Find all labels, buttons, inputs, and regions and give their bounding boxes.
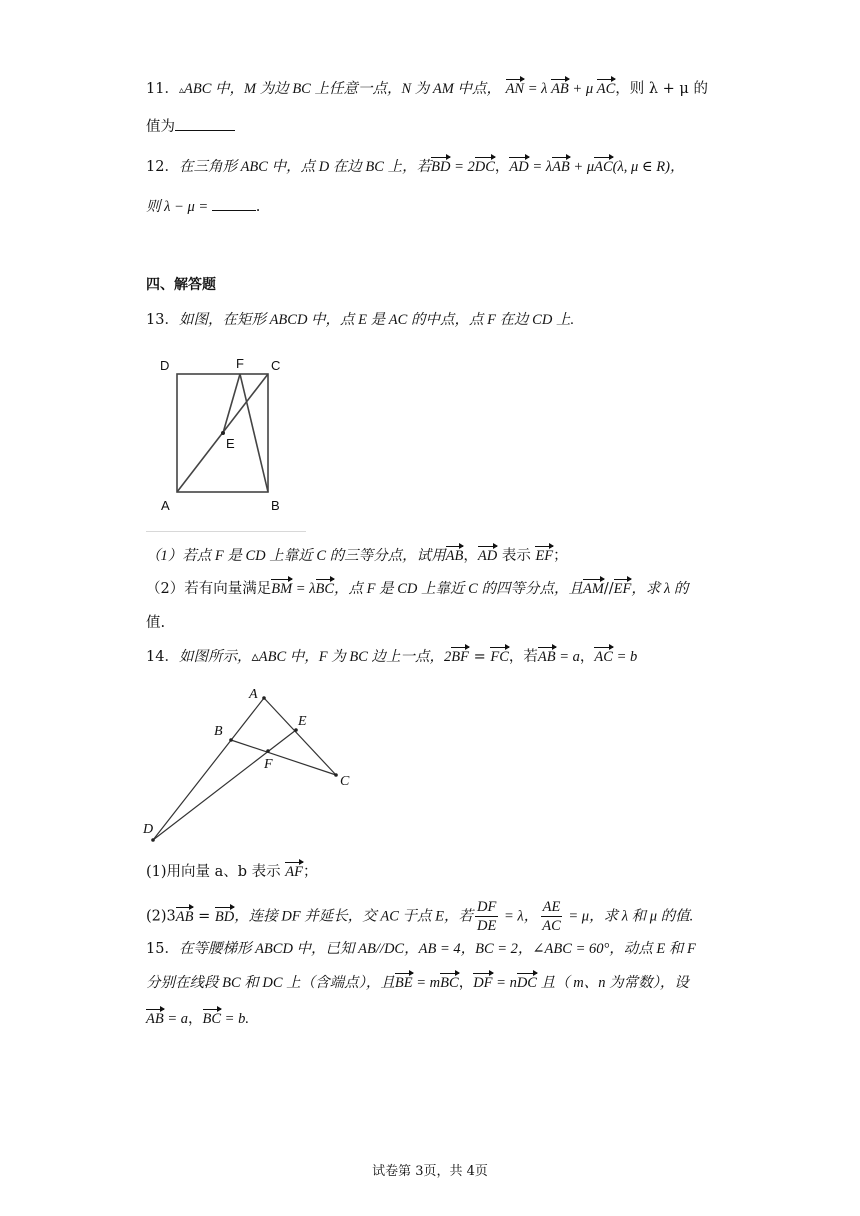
eq-part: = λ [292,581,316,597]
vector-ab: AB [446,545,464,567]
eq-part: = b [612,649,638,665]
text-part: ，求 λ 的 [631,581,689,597]
q13-line1 [146,309,574,331]
q15-text: 在等腰梯形 ABCD 中，已知 AB//DC，AB = 4，BC = 2，∠ABC = 60°，动点 E 和 F [178,941,696,957]
label-e: E [298,714,307,729]
numerator: DF [477,899,497,915]
label-a: A [249,687,258,702]
text-part: ，点 F 是 CD 上靠近 C 的四等分点，且 [334,581,583,597]
q11-answer-prompt: 值为 [146,119,175,135]
q11-text: ABC 中，M 为边 BC 上任意一点，N 为 AM 中点， [183,81,501,97]
label-b: B [214,724,223,739]
label-a: A [161,498,170,513]
q11-line2 [146,116,235,138]
q14-text: 如图所示，▵ABC 中，F 为 BC 边上一点，2 [178,649,452,665]
eq-part: = a [163,1011,189,1027]
question-number: 14． [146,649,179,665]
vector-am: AM [583,578,604,600]
q15-line3 [146,1008,249,1030]
vector-bd: BD [431,156,450,178]
page-footer: 试卷第 3页，共 4页 [372,1164,488,1179]
triangle-symbol: ▵ [178,85,184,96]
text-part: ； [303,864,318,880]
vector-ad: AD [478,545,497,567]
q13-part1 [146,545,568,567]
separator: ， [494,159,510,175]
label-b: B [271,498,280,513]
vector-ad: AD [509,156,528,178]
answer-blank[interactable] [212,196,256,211]
denominator: DE [477,918,497,934]
numerator: AE [542,899,561,915]
separator: ， [188,1011,203,1027]
eq-part: = b. [221,1011,249,1027]
q14-part2-text: (2)3 [146,908,176,925]
segment-fe [223,374,240,433]
label-c: C [271,358,281,373]
q13-part2-line2: 值. [146,615,166,631]
text-part: = λ， [500,908,539,925]
vector-bd: BD [215,906,234,928]
vector-ab: AB [552,156,570,178]
vector-df: DF [473,972,492,994]
vector-ac: AC [594,156,613,178]
q13-part2 [146,578,688,600]
vector-ab: AB [176,906,194,928]
eq-part: + μ [569,159,595,175]
section-heading: 四、解答题 [146,277,216,293]
point-d [151,838,155,842]
vector-be: BE [395,972,413,994]
q14-part2 [146,898,693,935]
point-f [266,749,270,753]
q11-line1 [146,78,708,102]
vector-ac: AC [597,78,616,100]
denominator: AC [542,918,561,934]
label-d: D [160,358,170,373]
label-f: F [264,757,273,772]
vector-ab: AB [146,1008,164,1030]
text-part: = μ，求 λ 和 μ 的值. [564,908,694,925]
q12-line1 [146,156,684,178]
q15-line2 [146,972,689,994]
parallel-symbol: // [603,581,614,597]
question-number: 13． [146,312,179,328]
vector-dc: DC [517,972,537,994]
eq-part: = [193,908,215,925]
q12-condition: (λ, μ ∈ R)， [612,159,685,175]
eq-part: = a [555,649,580,665]
rectangle-figure [150,350,300,520]
question-number: 11． [146,81,179,97]
q12-text: 在三角形 ABC 中，点 D 在边 BC 上，若 [178,159,432,175]
q13-text: 如图，在矩形 ABCD 中，点 E 是 AC 的中点，点 F 在边 CD 上. [178,312,575,328]
vector-bf: BF [451,646,469,668]
eq-part: = [468,649,491,665]
q15-line1 [146,938,696,960]
vector-ef: EF [614,578,632,600]
label-d: D [143,822,154,837]
period: . [255,199,261,215]
q14-part1 [146,861,318,883]
point-e [221,431,225,435]
vector-bc: BC [440,972,459,994]
eq-part: + μ [568,81,597,97]
q15-text-2: 分别在线段 BC 和 DC 上（含端点），且 [146,975,395,991]
divider [146,531,306,532]
answer-blank[interactable] [175,116,235,131]
triangle-figure [140,680,370,845]
point-a [262,696,266,700]
vector-dc: DC [475,156,495,178]
eq-part: = m [412,975,441,991]
fraction-ae-ac [540,898,563,935]
question-number: 12． [146,159,179,175]
label-e: E [226,436,235,451]
q14-part1-text: (1)用向量 a、b 表示 [146,864,286,880]
q14-line1 [146,646,637,668]
eq-part: = 2 [450,159,475,175]
text-part: 且（ m、n 为常数），设 [536,975,689,991]
q12-answer-prompt: 则 λ − μ = [146,199,212,215]
point-b [229,738,233,742]
q13-part1-text: （1）若点 F 是 CD 上靠近 C 的三等分点，试用 [146,548,446,564]
vector-bm: BM [271,578,292,600]
vector-fc: FC [490,646,509,668]
vector-bc: BC [316,578,335,600]
eq-part: = λ [528,159,553,175]
separator: ， [458,975,474,991]
eq-part: = n [492,975,517,991]
vector-ac: AC [594,646,613,668]
text-part: ； [553,548,568,564]
vector-ab: AB [551,78,569,100]
vector-ef: EF [535,545,553,567]
text-part: 表示 [497,548,536,564]
text-part: ，连接 DF 并延长，交 AC 于点 E，若 [234,908,474,925]
q11-tail: ，则 λ + μ 的 [615,81,708,97]
q13-part2-text: （2）若有向量满足 [146,581,272,597]
vector-af: AF [285,861,303,883]
eq-part: = λ [524,81,552,97]
fraction-df-de [475,898,498,935]
separator: ， [463,548,478,564]
text-part: ，若 [508,649,538,665]
segment-ad [153,698,264,840]
label-f: F [236,356,244,371]
point-c [334,773,338,777]
vector-an: AN [506,78,525,100]
vector-bc: BC [203,1008,222,1030]
separator: ， [579,649,595,665]
segment-de [153,730,296,840]
question-number: 15． [146,941,179,957]
q12-line2 [146,196,260,218]
vector-ab: AB [538,646,556,668]
label-c: C [340,774,350,789]
